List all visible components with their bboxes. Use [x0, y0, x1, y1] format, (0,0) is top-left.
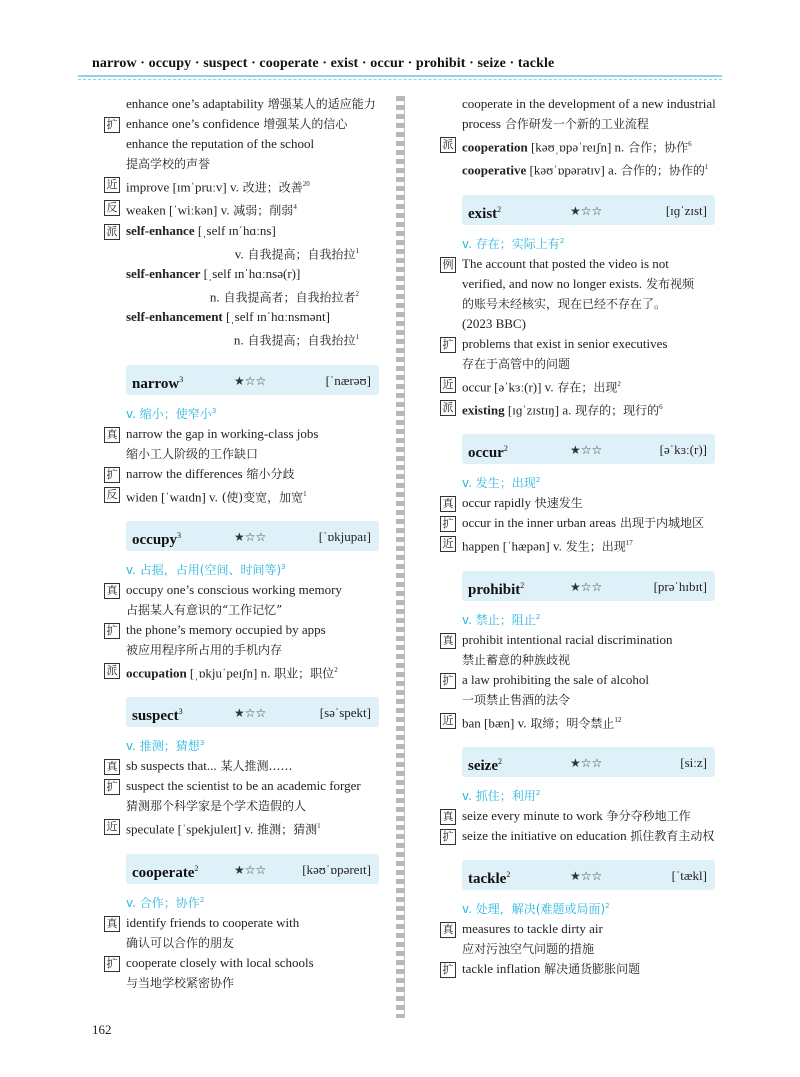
chinese-text: 提高学校的声誉 [126, 157, 211, 171]
line-tag: 真 [440, 496, 456, 512]
chinese-text: 改进；改善 [238, 180, 303, 195]
english-text: cooperate closely with local schools [126, 954, 314, 970]
english-text: a law prohibiting the sale of alcohol [462, 671, 650, 687]
entry-header-exist [462, 195, 715, 225]
headword-derivative: cooperation [462, 139, 528, 155]
definition-line [440, 826, 715, 846]
star-rating: ★☆☆ [234, 862, 267, 877]
pos-frequency: 2 [559, 236, 565, 245]
definition-line [104, 424, 369, 444]
definition-line [104, 444, 369, 464]
pos-frequency: 2 [199, 895, 205, 904]
chinese-text: 缩小工人阶级的工作缺口 [126, 446, 259, 461]
entry-header-tackle [462, 860, 715, 890]
english-text: happen [ˈhæpən] v. [462, 538, 562, 554]
chinese-text: 取缔；明令禁止 [526, 715, 615, 730]
chinese-text: 解决通货膨胀问题 [540, 961, 641, 976]
entry-header-occupy [126, 521, 379, 551]
chinese-text: 发生；出现 [561, 539, 626, 554]
english-text: occupation [ˌɒkjuˈpeɪʃn] n. [126, 665, 271, 681]
chinese-text: 缩小分歧 [242, 466, 295, 481]
english-text: widen [ˈwaɪdn] v. [126, 488, 218, 504]
chinese-text: 推测；猜测 [253, 822, 318, 837]
star-rating: ★☆☆ [234, 706, 267, 721]
english-text: speculate [ˈspekjuleɪt] v. [126, 821, 254, 837]
chinese-text: (使)变宽，加宽 [217, 489, 304, 504]
definition-line [104, 264, 369, 284]
phonetic: [ˈtækl] [671, 867, 707, 883]
chinese-text: 应对污浊空气问题的措施 [462, 941, 595, 956]
phonetic: [siːz] [680, 754, 707, 770]
line-tag: 真 [440, 809, 456, 825]
english-text: self-enhance [ˌself ɪnˈhɑːns] [126, 222, 276, 238]
definition-line [104, 933, 369, 953]
definition-line [440, 354, 705, 374]
phonetic: [səˈspekt] [319, 705, 371, 721]
definition-line [104, 134, 369, 154]
part-of-speech: v. 缩小；使窄小$^3$ [126, 406, 217, 421]
english-text: weaken [ˈwiːkən] v. [126, 202, 230, 218]
line-tag: 派 [440, 400, 456, 416]
definition-line [440, 493, 705, 513]
entry-header-narrow [126, 365, 379, 395]
chinese-text: 合作；协作 [624, 140, 689, 155]
line-tag: 真 [440, 922, 456, 938]
line-tag: 近 [440, 713, 456, 729]
phonetic: [əˈkɜː(r)] [659, 442, 707, 458]
english-text: seize every minute to work [462, 807, 603, 823]
entry-word: seize$^2$ [468, 756, 502, 774]
english-text: enhance one’s adaptability [126, 96, 264, 111]
definition-line [440, 134, 705, 157]
english-text: cooperative [kəʊˈɒpərətɪv] a. [462, 162, 618, 178]
pos-frequency: 2 [605, 901, 610, 910]
definition-line [104, 580, 369, 600]
pos-frequency: 2 [535, 476, 541, 485]
line-tag: 扩 [104, 117, 120, 133]
definition-line [104, 953, 369, 973]
chinese-text: 自我提高；自我抬拉 [243, 246, 356, 261]
english-text: (2023 BBC) [462, 315, 526, 331]
definition-line [440, 670, 705, 690]
entry-frequency: 2 [520, 580, 525, 590]
english-text: narrow the differences [126, 465, 243, 481]
entry-header-seize [462, 747, 715, 777]
line-tag: 真 [104, 427, 120, 443]
frequency-sup: 1 [355, 333, 359, 342]
line-tag: 派 [104, 663, 120, 679]
line-tag: 真 [104, 759, 120, 775]
chinese-text: 的账号未经核实，现在已经不存在了。 [462, 296, 667, 311]
entry-word: exist$^2$ [468, 204, 502, 222]
line-tag: 扩 [440, 673, 456, 689]
definition-line [440, 650, 705, 670]
definition-line [104, 307, 369, 327]
header-rule [78, 75, 722, 77]
part-of-speech: v. 处理，解决(难题或局面)$^2$ [462, 901, 610, 916]
entry-header-prohibit [462, 571, 715, 601]
definition-line [440, 690, 705, 710]
chinese-text: 自我提高者；自我抬拉者 [219, 290, 356, 305]
definition-line [104, 620, 369, 640]
phonetic: [kəʊˈɒpəreɪt] [302, 861, 371, 877]
definition-line [440, 294, 705, 314]
definition-line [440, 939, 705, 959]
definition-line [104, 114, 369, 134]
column-divider-line [404, 96, 405, 1018]
english-text: sb suspects that... [126, 758, 217, 774]
entry-word: narrow$^3$ [132, 374, 184, 392]
definition-line [440, 533, 705, 556]
right-column [440, 94, 716, 979]
star-rating: ★☆☆ [234, 529, 267, 544]
page-number: 162 [92, 1022, 112, 1037]
frequency-sup: 2 [334, 665, 338, 674]
definition-line [104, 174, 369, 197]
star-rating: ★☆☆ [570, 443, 603, 458]
line-tag: 真 [104, 916, 120, 932]
line-tag: 例 [440, 257, 456, 273]
frequency-sup: 20 [302, 180, 310, 188]
definition-line [104, 816, 369, 839]
phonetic: [ɪɡˈzɪst] [665, 202, 707, 218]
english-text: self-enhancer [ˌself ɪnˈhɑːnsə(r)] [126, 265, 301, 281]
english-text: existing [ɪɡˈzɪstɪŋ] a. [462, 402, 572, 418]
definition-line [440, 94, 716, 114]
chinese-text: 占据某人有意识的“工作记忆” [126, 602, 283, 617]
chinese-text: 存在于高管中的问题 [462, 356, 571, 371]
definition-line [440, 374, 705, 397]
definition-line [440, 314, 705, 334]
pos-frequency: 3 [211, 406, 217, 415]
line-tag: 近 [104, 819, 120, 835]
frequency-sup: 6 [688, 140, 692, 148]
frequency-sup: 17 [625, 539, 633, 548]
definition-line [104, 776, 369, 796]
english-text: improve [ɪmˈpruːv] v. [126, 179, 239, 195]
entry-frequency: 3 [177, 530, 181, 540]
english-text: suspect the scientist to be an academic forger [126, 778, 361, 794]
entry-word: tackle$^2$ [468, 869, 511, 887]
entry-frequency: 2 [503, 444, 508, 454]
entry-frequency: 2 [506, 869, 511, 879]
frequency-sup: 1 [317, 822, 321, 831]
entry-header-occur [462, 434, 715, 464]
star-rating: ★☆☆ [570, 755, 603, 770]
english-text: enhance the reputation of the school [126, 136, 315, 151]
line-tag: 近 [104, 177, 120, 193]
entry-frequency: 2 [497, 204, 502, 214]
phonetic: [ˈɒkjupaɪ] [318, 528, 371, 544]
definition-line [104, 660, 369, 683]
phonetic: [ˈnærəʊ] [325, 372, 371, 388]
chinese-text: 减弱；削弱 [229, 203, 294, 218]
line-tag: 扩 [440, 516, 456, 532]
line-tag: 扩 [104, 467, 120, 483]
definition-line [440, 254, 705, 274]
chinese-text: 出现于内城地区 [616, 516, 704, 531]
english-text: measures to tackle dirty air [462, 920, 603, 936]
frequency-sup: 1 [303, 489, 307, 498]
star-rating: ★☆☆ [234, 373, 267, 388]
chinese-text: 某人推测…… [216, 759, 293, 774]
line-tag: 扩 [440, 829, 456, 845]
chinese-text: 快速发生 [530, 496, 583, 511]
entry-word: prohibit$^2$ [468, 580, 525, 598]
entry-word: cooperate$^2$ [132, 863, 199, 881]
english-text: prohibit intentional racial discrimination [462, 631, 673, 647]
header-rule-dashed [78, 79, 722, 80]
chinese-text: 合作的；协作的 [617, 163, 705, 178]
english-text: The account that posted the video is not [462, 255, 669, 271]
definition-line [104, 284, 369, 307]
line-tag: 扩 [104, 779, 120, 795]
phonetic: [prəˈhɪbɪt] [653, 578, 707, 594]
line-tag: 扩 [440, 337, 456, 353]
headword-derivative: existing [462, 402, 505, 418]
definition-line [104, 327, 369, 350]
definition-line [440, 959, 705, 979]
english-text: the phone’s memory occupied by apps [126, 621, 326, 637]
chinese-text: 增强某人的适应能力 [263, 97, 376, 111]
line-tag: 近 [440, 377, 456, 393]
headword-derivative: cooperative [462, 162, 527, 178]
frequency-sup: 4 [293, 203, 297, 212]
english-text: occur in the inner urban areas [462, 515, 617, 531]
chinese-text: 猜测那个科学家是个学术造假的人 [126, 799, 307, 814]
entry-word: occur$^2$ [468, 444, 508, 462]
entry-header-cooperate [126, 854, 379, 884]
definition-line [104, 973, 369, 993]
chinese-text: 职业；职位 [270, 666, 335, 681]
definition-line [440, 806, 705, 826]
frequency-sup: 1 [355, 246, 359, 255]
entry-word: occupy$^3$ [132, 530, 181, 548]
english-text: self-enhancement [ˌself ɪnˈhɑːnsmənt] [126, 309, 330, 325]
english-text: verified, and now no longer exists. [462, 275, 643, 291]
entry-frequency: 3 [179, 374, 184, 384]
frequency-sup: 6 [659, 402, 663, 411]
english-text: occur rapidly [462, 495, 531, 511]
left-column [104, 94, 376, 993]
definition-line [104, 484, 369, 507]
chinese-text: 发布视频 [642, 276, 694, 291]
headword-derivative: self-enhancement [126, 309, 223, 325]
chinese-text: 抓住教育主动权 [626, 828, 715, 843]
english-text: seize the initiative on education [462, 827, 627, 843]
frequency-sup: 2 [617, 379, 621, 388]
english-text: process [462, 116, 501, 131]
pos-frequency: 3 [199, 739, 205, 748]
english-text: occupy one’s conscious working memory [126, 581, 342, 597]
line-tag: 派 [104, 224, 120, 240]
entry-frequency: 2 [194, 863, 199, 873]
chinese-text: 确认可以合作的朋友 [126, 935, 235, 950]
definition-line [104, 241, 369, 264]
english-text: n. [233, 332, 244, 348]
pos-frequency: 3 [281, 562, 286, 571]
frequency-sup: 1 [704, 163, 709, 172]
definition-line [440, 274, 705, 294]
definition-line [104, 796, 369, 816]
entry-frequency: 2 [497, 756, 502, 766]
chinese-text: 被应用程序所占用的手机内存 [126, 642, 283, 657]
line-tag: 扩 [440, 962, 456, 978]
part-of-speech: v. 存在；实际上有$^2$ [462, 236, 565, 251]
english-text: v. [234, 245, 244, 261]
english-text: occur [əˈkɜː(r)] v. [462, 378, 554, 394]
definition-line [440, 919, 705, 939]
headword-derivative: occupation [126, 665, 187, 681]
definition-line [104, 600, 369, 620]
part-of-speech: v. 禁止；阻止$^2$ [462, 612, 541, 627]
page-header-title: narrow · occupy · suspect · cooperate · exist · occur · prohibit · seize · tackle [92, 56, 555, 71]
line-tag: 反 [104, 200, 120, 216]
entry-word: suspect$^3$ [132, 707, 183, 725]
frequency-sup: 2 [355, 289, 359, 298]
chinese-text: 争分夺秒地工作 [602, 808, 691, 823]
definition-line [440, 630, 705, 650]
chinese-text: 存在；出现 [553, 379, 618, 394]
line-tag: 派 [440, 137, 456, 153]
definition-line [104, 756, 369, 776]
chinese-text: 与当地学校紧密协作 [126, 975, 235, 990]
definition-line [440, 710, 705, 733]
chinese-text: 一项禁止售酒的法令 [462, 692, 571, 707]
entry-frequency: 3 [178, 707, 183, 717]
definition-line [104, 154, 369, 174]
line-tag: 近 [440, 536, 456, 552]
line-tag: 真 [440, 633, 456, 649]
english-text: n. [209, 289, 220, 305]
pos-frequency: 2 [535, 612, 541, 621]
definition-line [104, 221, 369, 241]
headword-derivative: self-enhancer [126, 265, 201, 281]
headword-derivative: self-enhance [126, 222, 195, 238]
definition-line [440, 114, 705, 134]
english-text: ban [bæn] v. [462, 714, 527, 730]
frequency-sup: 12 [614, 715, 622, 724]
chinese-text: 增强某人的信心 [259, 117, 348, 131]
pos-frequency: 2 [535, 788, 541, 797]
line-tag: 真 [104, 583, 120, 599]
definition-line [440, 334, 705, 354]
english-text: identify friends to cooperate with [126, 914, 300, 930]
star-rating: ★☆☆ [570, 203, 603, 218]
definition-line [104, 464, 369, 484]
line-tag: 扩 [104, 623, 120, 639]
part-of-speech: v. 推测；猜想$^3$ [126, 739, 205, 754]
english-text: tackle inflation [462, 960, 541, 976]
english-text: cooperation [kəʊˌɒpəˈreɪʃn] n. [462, 139, 625, 155]
english-text: cooperate in the development of a new industrial [462, 96, 716, 111]
part-of-speech: v. 抓住；利用$^2$ [462, 788, 541, 803]
chinese-text: 现存的；现行的 [571, 403, 660, 418]
definition-line [440, 513, 705, 533]
definition-line [104, 640, 369, 660]
entry-header-suspect [126, 697, 379, 727]
definition-line [440, 157, 709, 180]
star-rating: ★☆☆ [570, 868, 603, 883]
chinese-text: 禁止蓄意的种族歧视 [462, 652, 571, 667]
chinese-text: 合作研发一个新的工业流程 [501, 117, 649, 131]
chinese-text: 自我提高；自我抬拉 [243, 333, 356, 348]
part-of-speech: v. 占据，占用(空间、时间等)$^3$ [126, 562, 286, 577]
definition-line [440, 397, 705, 420]
english-text: narrow the gap in working-class jobs [126, 425, 319, 441]
part-of-speech: v. 合作；协作$^2$ [126, 895, 205, 910]
column-divider [396, 96, 404, 1018]
definition-line [104, 197, 369, 220]
definition-line [104, 913, 369, 933]
line-tag: 扩 [104, 956, 120, 972]
english-text: enhance one’s confidence [126, 116, 260, 131]
star-rating: ★☆☆ [570, 579, 603, 594]
line-tag: 反 [104, 487, 120, 503]
definition-line [104, 94, 376, 114]
english-text: problems that exist in senior executives [462, 335, 668, 351]
part-of-speech: v. 发生；出现$^2$ [462, 476, 541, 491]
